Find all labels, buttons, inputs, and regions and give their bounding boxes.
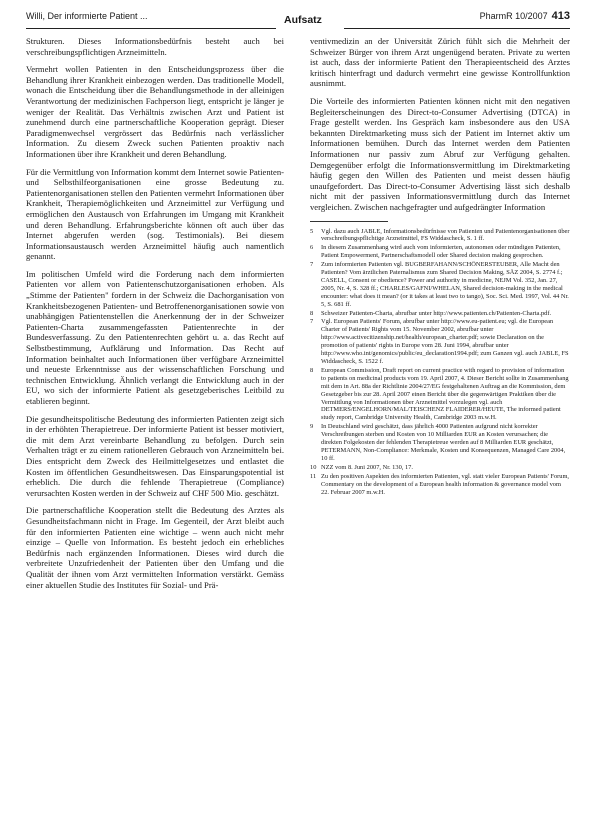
paragraph: Vermehrt wollen Patienten in den Entscheidungsprozess über die Behandlung ihrer Krankheit einbezogen werden. Das traditionelle Modell, wonach die Entscheidung über die Behandlungsmethode in der alleinigen Verantwortung der medizinischen Fachperson liegt, entspricht je länger je weniger der Realität. Das Verhältnis zwischen Arzt und Patient ist zunehmend durch eine partnerschaftliche Kooperation geprägt. Dieser Paradigmenwechsel vergrössert das Bedürfnis nach verlässlicher Information. Zu diesem Zweck suchen Patienten proaktiv nach Informationen über ihre Krankheit und deren Behandlung. (26, 64, 284, 159)
footnote (310, 228, 570, 244)
footnote-number: 7 (310, 261, 314, 269)
paragraph: Im politischen Umfeld wird die Forderung nach dem informierten Patienten vor allem von Patientenschutzorganisationen erhoben. Als „Stimme der Patienten" fordern in der Schweiz die Dachorganisation von Krankheitsbezogenen Patienten- und Betroffenenorganisationen sowie von unabhängigen Patientenstellen die Anerkennung der in der Schweizer Patienten-Charta zusammengefassten Patientenrechte in der Bundesverfassung. Zu den Patientenrechten gehört u. a. das Recht auf Selbstbestimmung, Aufklärung und Information. Das Recht auf Information beinhaltet auch Informationen über verfügbare Arzneimittel und neueste Erkenntnisse aus der wissenschaftlichen Forschung und technischen Entwicklung. Ähnlich verlangt die Entwicklung auch in der EU, wo sich der informierte Patient als gesetzgeberisches Leitbild zu etablieren beginnt. (26, 268, 284, 406)
footnote-number: 8 (310, 309, 314, 317)
footnote-number: 9 (310, 423, 314, 431)
footnote-text: Schweizer Patienten-Charta, abrufbar unter http://www.patienten.ch/Patienten-Charta.pdf. (321, 309, 552, 317)
paragraph: ventivmedizin an der Universität Zürich fühlt sich die Mehrheit der Schweizer Bürger von ihrem Arzt ungenügend beraten. Private zu werten ist auch, dass der informierte Patient den Therapieentscheid des Arztes kritisch hinterfragt und dadurch vermehrt eine gewisse Kontrollfunktion ausnimmt. (310, 36, 570, 89)
footnote (310, 261, 570, 308)
footnote-text: In Deutschland wird geschätzt, dass jährlich 4000 Patienten aufgrund nicht korrekter Verschreibungen sterben und Kosten von 10 Milliarden EUR an Kosten verursachen; die direkten Folgekosten der fehlenden Therapietreue werden auf 8 Milliarden EUR geschätzt, PETERMANN, Non-Compliance: Merkmale, Kosten und Konsequenzen, Managed Care 2004, 10 ff. (321, 423, 566, 462)
header-rule-right (344, 28, 570, 29)
footnote-text: Zu den positiven Aspekten des informierten Patienten, vgl. statt vieler European Patients' Forum, Commentary on the development of a European health information & governance model vom 22. Februar 2007 m.w.H. (321, 472, 570, 496)
footnote-text: In diesem Zusammenhang wird auch vom informierten, autonomen oder mündigen Patienten, Patient Empowerment, Partnerschaftsmodell oder Shared decision making gesprochen. (321, 244, 561, 260)
footnote-text: European Commission, Draft report on current practice with regard to provision of information to patients on medicinal products vom 19. April 2007, 4. Dieser Bericht sollte in Zusammenhang mit dem in Art. 88a der Richtlinie 2004/27/EG festgehaltenen Auftrag an die Kommission, dem Gesetzgeber bis zur 28. April 2007 einen Bericht über die gegenwärtigen Praktiken über die Vermittlung von Informationen über Arzneimittel vorzulegen vgl. auch DETMERS/ENGELHORN/MAL/TEISCHENZ FLAIDERER/HEUTE, The informed patient study report, Cambridge University Health, Cambridge 2003 m.w.H. (321, 366, 569, 422)
journal-info (480, 10, 570, 22)
footnote-number: 5 (310, 227, 314, 235)
footnote-number: 6 (310, 244, 314, 252)
footnote-text: Zum informierten Patienten vgl. BUGBERFAHANN/SCHÖNERSTEUBER, Alle Macht den Patienten? Vom ärztlichen Paternalismus zum Shared Decision Making, SÄZ 2004, S. 2774 f.; CASELL, Consent or obedience? Power and authority in medicine, NEJM Vol. 352, Jan. 27, 2005, Nr. 4, S. 328 ff.; CHARLES/GAFNI/WHELAN, Shared decision-making in the medical encounter: what does it mean? (or it takes at least two to tango), Soc. Sci. Med. 1997, Vol. 44 Nr. 5, S. 681 ff. (321, 261, 569, 308)
footnote-number: 7 (310, 318, 314, 326)
footnote-text: Vgl. dazu auch JABLE, Informationsbedürfnisse von Patienten und Patientenorganisationen über verschreibungspflichtige Arzneimittel, FS Widdascheck, S. 1 ff. (321, 227, 570, 243)
paragraph: Die Vorteile des informierten Patienten können nicht mit den negativen Begleiterscheinungen des Direct-to-Consumer Advertising (DTCA) in Frage gestellt werden. Ins Gespräch kam insbesondere aus den USA bekannten Direktmarketing muss sich der Patient im Internet aktiv um Informationen bemühen. Durch das Internet werden dem Patienten Informationen nur passiv zum Abruf zur Verfügung gehalten. Demgegenüber erfolgt die Informationsvermittlung im Direktmarketing häufig gegen den Willen des Patienten und meist dessen häufig unaufgefordert. Das Direct-to-Consumer Advertising lässt sich deshalb nicht mit der passiven Informationsvermittlung durch das Internet vergleichen. Zwischen nachgefragter und aufgedrängter Information (310, 95, 570, 212)
page-number: 413 (551, 10, 570, 22)
header-rule-left (26, 28, 276, 29)
footnote-text: Vgl. European Patients' Forum, abrufbar unter http://www.eu-patient.eu; vgl. die European Charter of Patients' Rights vom 15. November 2002, abrufbar unter http://www.activecitizenship.net/health/european_charter.pdf; sowie Declaration on the promotion of patients' rights in Europe vom 28. Juni 1994, abrufbar unter http://www.who.int/genomics/public/eu_declaration1994.pdf; zum Ganzen vgl. auch JABLE, FS Widdascheck, S. 1522 f. (321, 318, 569, 365)
footnote (310, 367, 570, 422)
footnote (310, 310, 570, 318)
section-label: Aufsatz (284, 14, 322, 26)
footnote-number: 8 (310, 366, 314, 374)
footnote-text: NZZ vom 8. Juni 2007, Nr. 130, 17. (321, 463, 413, 471)
footnote-number: 11 (310, 472, 317, 480)
right-column (310, 36, 570, 497)
footnote (310, 244, 570, 260)
footnote (310, 423, 570, 463)
footnote-divider (310, 221, 388, 222)
paragraph: Strukturen. Dieses Informationsbedürfnis besteht auch bei verschreibungspflichtigen Arzneimitteln. (26, 36, 284, 57)
paragraph: Die partnerschaftliche Kooperation stellt die Bedeutung des Arztes als Gesundheitsfachmann nicht in Frage. Im Gegenteil, der Arzt bleibt auch für den informierten Patienten eine wichtige – wenn auch nicht mehr einzige – Quelle von Information. Es besteht jedoch ein erhebliches Bedürfnis nach ergänzenden Informationen. Dieses wird durch die verbreitete Unzufriedenheit der Patienten über den Umfang und die Qualität der ihnen vom Arzt vermittelten Information verstärkt. Gemäss einer aktuellen Studie des Institutes für Sozial- und Prä- (26, 505, 284, 590)
page-header (26, 8, 570, 30)
left-column (26, 36, 284, 597)
running-head-author: Willi, Der informierte Patient ... (26, 11, 148, 21)
footnote-number: 10 (310, 463, 317, 471)
footnote (310, 318, 570, 365)
footnote (310, 473, 570, 497)
footnote (310, 464, 570, 472)
journal-issue: PharmR 10/2007 (479, 11, 548, 21)
paragraph: Die gesundheitspolitische Bedeutung des informierten Patienten zeigt sich in der erhöhten Therapietreue. Der informierte Patient ist besser motiviert, die mit dem Arzt vereinbarte Behandlung zu befolgen. Durch sein Verhalten trägt er zu einem rationelleren Gebrauch von Arzneimitteln bei. Dies entspricht dem Zweck des Heilmittelgesetzes und entlastet die Kosten im öffentlichen Gesundheitswesen. Das Einsparungspotential ist erheblich. Die durch die fehlende Therapietreue (Compliance) verursachten Kosten werden in der Schweiz auf CHF 500 Mio. geschätzt. (26, 413, 284, 498)
paragraph: Für die Vermittlung von Information kommt dem Internet sowie Patienten- und Selbsthilfeorganisationen eine grosse Bedeutung zu. Patientenorganisationen stellen den Patienten vermehrt Informationen über Krankheit, Therapiemöglichkeiten und Arzneimittel zur Verfügung und ermöglichen den Austausch von Erfahrungen im Umgang mit Krankheit und deren Behandlung. Erfahrungsberichte können oft auch über das Internet abgerufen werden (sog. Testimonials). Bei diesem Informationsaustausch werden Arzneimittel häufig auch namentlich genannt. (26, 166, 284, 262)
